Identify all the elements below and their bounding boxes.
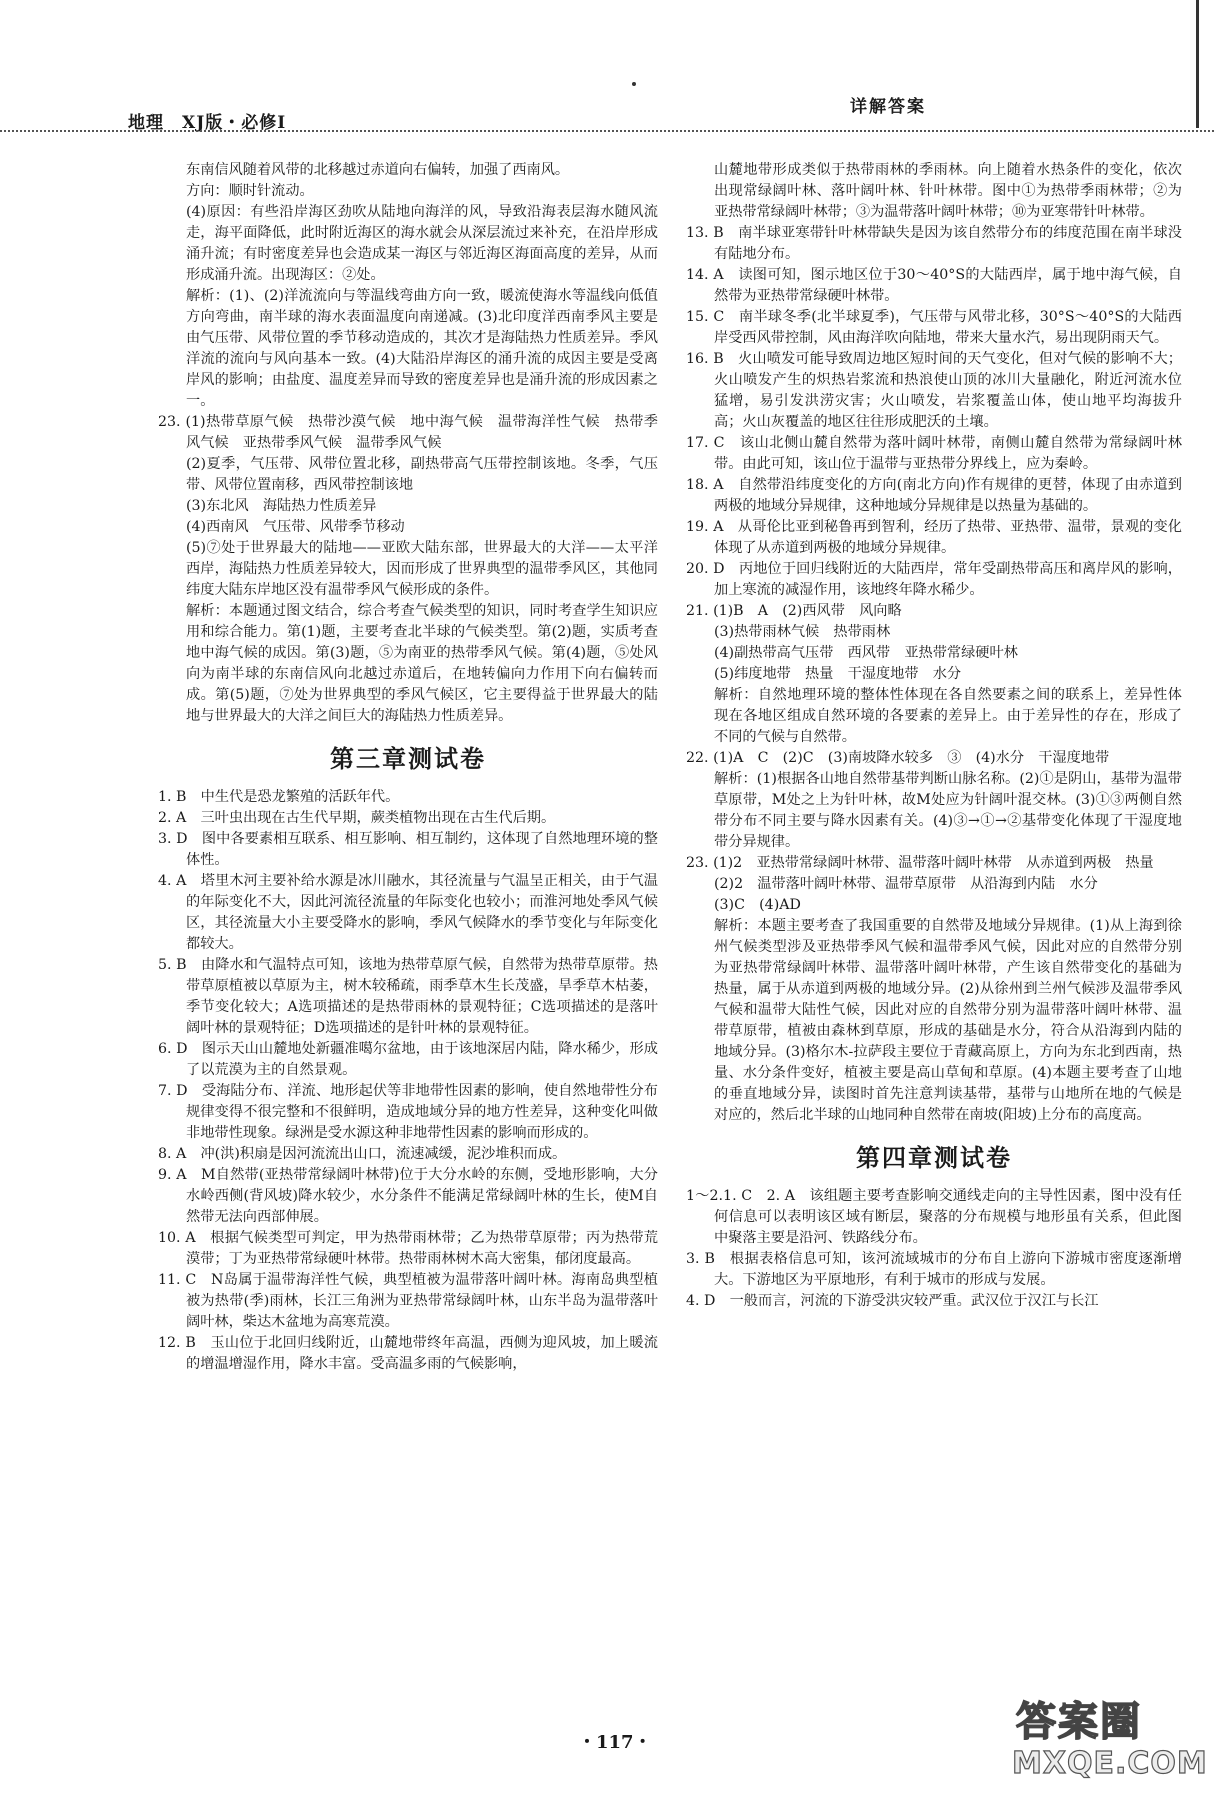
watermark-site-text: MXQE.COM [1012, 1746, 1208, 1781]
answer-item: 11. C N岛属于温带海洋性气候，典型植被为温带落叶阔叶林。海南岛典型植被为热带(季)雨林，长江三角洲为亚热带常绿阔叶林，山东半岛为温带落叶阔叶林，柴达木盆地为高寒荒漠。 [158, 1272, 658, 1330]
answer-item: 6. D 图示天山山麓地处新疆准噶尔盆地，由于该地深居内陆，降水稀少，形成了以荒漠为主的自然景观。 [158, 1041, 658, 1078]
header-edge-bar [1196, 0, 1199, 128]
answer-text: 方向：顺时针流动。 [186, 183, 314, 199]
answer-item: 3. B 根据表格信息可知，该河流域城市的分布自上游向下游城市密度逐渐增大。下游地区为平原地形，有利于城市的形成与发展。 [686, 1251, 1182, 1288]
answer-text: (4)西南风 气压带、风带季节移动 [186, 519, 405, 535]
answer-text: (4)原因：有些沿岸海区劲吹从陆地向海洋的风，导致沿海表层海水随风流走，海平面降低，此时附近海区的海水就会从深层流过来补充，在沿岸形成涌升流；有时密度差异也会造成某一海区与邻近海区海面高度的差异，从而形成涌升流。出现海区：②处。 [186, 204, 658, 283]
page-number: ・117・ [578, 1732, 652, 1753]
book-subject-label: 地理 XJ版・必修Ⅰ [128, 113, 287, 133]
right-column [686, 160, 1182, 1312]
answer-text: (5)⑦处于世界最大的陆地——亚欧大陆东部，世界最大的大洋——太平洋西岸，海陆热力性质差异较大，因而形成了世界典型的温带季风区，其他同纬度大陆东岸地区没有温带季风气候形成的条件。 [186, 540, 658, 598]
answer-text: 山麓地带形成类似于热带雨林的季雨林。向上随着水热条件的变化，依次出现常绿阔叶林、落叶阔叶林、针叶林带。图中①为热带季雨林带；②为亚热带常绿阔叶林带；③为温带落叶阔叶林带；⑩为亚寒带针叶林带。 [714, 162, 1182, 220]
answer-item: 18. A 自然带沿纬度变化的方向(南北方向)作有规律的更替，体现了由赤道到两极的地域分异规律，这种地域分异规律是以热量为基础的。 [686, 477, 1182, 514]
answer-text: (2)2 温带落叶阔叶林带、温带草原带 从沿海到内陆 水分 [714, 876, 1098, 892]
answer-item: 13. B 南半球亚寒带针叶林带缺失是因为该自然带分布的纬度范围在南半球没有陆地分布。 [686, 225, 1182, 262]
answer-item: 7. D 受海陆分布、洋流、地形起伏等非地带性因素的影响，使自然地带性分布规律变得不很完整和不很鲜明，造成地域分异的地方性差异，这种变化叫做非地带性现象。绿洲是受水源这种非地带性因素的影响而形成的。 [158, 1083, 658, 1141]
chapter-3-heading: 第三章测试卷 [330, 745, 486, 773]
answer-item: 10. A 根据气候类型可判定，甲为热带雨林带；乙为热带草原带；丙为热带荒漠带；丁为亚热带常绿硬叶林带。热带雨林树木高大密集，郁闭度最高。 [158, 1230, 658, 1267]
answer-item: 5. B 由降水和气温特点可知，该地为热带草原气候，自然带为热带草原带。热带草原植被以草原为主，树木较稀疏，雨季草木生长茂盛，旱季草木枯萎，季节变化较大；A选项描述的是热带雨林的景观特征；C选项描述的是落叶阔叶林的景观特征；D选项描述的是针叶林的景观特征。 [158, 957, 658, 1036]
answer-item: 4. D 一般而言，河流的下游受洪灾较严重。武汉位于汉江与长江 [686, 1293, 1099, 1309]
answer-item: 19. A 从哥伦比亚到秘鲁再到智利，经历了热带、亚热带、温带，景观的变化体现了从赤道到两极的地域分异规律。 [686, 519, 1182, 556]
answer-text: (2)夏季，气压带、风带位置北移，副热带高气压带控制该地。冬季，气压带、风带位置南移，西风带控制该地 [186, 456, 658, 493]
explanation-text: 解析：自然地理环境的整体性体现在各自然要素之间的联系上，差异性体现在各地区组成自然环境的各要素的差异上。由于差异性的存在，形成了不同的气候与自然带。 [714, 687, 1182, 745]
answer-item: 23. (1)热带草原气候 热带沙漠气候 地中海气候 温带海洋性气候 热带季风气候 亚热带季风气候 温带季风气候 [158, 414, 658, 451]
explanation-text: 解析：本题主要考查了我国重要的自然带及地域分异规律。(1)从上海到徐州气候类型涉及亚热带季风气候和温带季风气候，因此对应的自然带分别为亚热带常绿阔叶林带、温带落叶阔叶林带，产生该自然带变化的基础为热量，属于从赤道到两极的地域分异。(2)从徐州到兰州气候涉及温带季风气候和温带大陆性气候，因此对应的自然带分别为温带落叶阔叶林带、温带草原带，植被由森林到草原，形成的基础是水分，符合从沿海到内陆的地域分异。(3)格尔木-拉萨段主要位于青藏高原上，方向为东北到西南，热量、水分条件变好，植被主要是高山草甸和草原。(4)本题主要考查了山地的垂直地域分异，读图时首先注意判读基带，基带与山地所在地的气候是对应的，然后北半球的山地同种自然带在南坡(阳坡)上分布的高度高。 [714, 918, 1182, 1123]
answer-text: (3)东北风 海陆热力性质差异 [186, 498, 377, 514]
header-divider [0, 130, 1214, 132]
answer-item: 20. D 丙地位于回归线附近的大陆西岸，常年受副热带高压和离岸风的影响，加上寒流的减湿作用，该地终年降水稀少。 [686, 561, 1182, 598]
page-header [0, 0, 1214, 140]
answer-item: 4. A 塔里木河主要补给水源是冰川融水，其径流量与气温呈正相关，由于气温的年际变化不大，因此河流径流量的年际变化也较小；而淮河地处季风气候区，其径流量大小主要受降水的影响，季风气候降水的季节变化与年际变化都较大。 [158, 873, 658, 952]
chapter-4-heading: 第四章测试卷 [856, 1144, 1012, 1172]
explanation-text: 解析：(1)、(2)洋流流向与等温线弯曲方向一致，暖流使海水等温线向低值方向弯曲，南半球的海水表面温度向南递减。(3)北印度洋西南季风主要是由气压带、风带位置的季节移动造成的，其次才是海陆热力性质差异。季风洋流的流向与风向基本一致。(4)大陆沿岸海区的涌升流的成因主要是受离岸风的影响；由盐度、温度差异而导致的密度差异也是涌升流的形成因素之一。 [186, 288, 658, 409]
left-column [158, 160, 658, 1375]
answer-text: 东南信风随着风带的北移越过赤道向右偏转，加强了西南风。 [186, 162, 570, 178]
answer-item: 12. B 玉山位于北回归线附近，山麓地带终年高温，西侧为迎风坡，加上暖流的增温增湿作用，降水丰富。受高温多雨的气候影响， [158, 1335, 658, 1372]
explanation-text: 解析：(1)根据各山地自然带基带判断山脉名称。(2)①是阴山，基带为温带草原带，M处之上为针叶林，故M处应为针阔叶混交林。(3)①③两侧自然带分布不同主要与降水因素有关。(4)③→①→②基带变化体现了干湿度地带分异规律。 [714, 771, 1182, 850]
answer-item: 17. C 该山北侧山麓自然带为落叶阔叶林带，南侧山麓自然带为常绿阔叶林带。由此可知，该山位于温带与亚热带分界线上，应为秦岭。 [686, 435, 1182, 472]
section-label: 详解答案 [850, 97, 926, 117]
answer-item: 1～2.1. C 2. A 该组题主要考查影响交通线走向的主导性因素，图中没有任何信息可以表明该区域有断层，聚落的分布规模与地形虽有关系，但此图中聚落主要是沿河、铁路线分布。 [686, 1188, 1182, 1246]
explanation-text: 解析：本题通过图文结合，综合考查气候类型的知识，同时考查学生知识应用和综合能力。第(1)题，主要考查北半球的气候类型。第(2)题，实质考查地中海气候的成因。第(3)题，⑤为南亚的热带季风气候。第(4)题，⑤处风向为南半球的东南信风向北越过赤道后，在地转偏向力作用下向右偏转而成。第(5)题，⑦处为世界典型的季风气候区，它主要得益于世界最大的陆地与世界最大的大洋之间巨大的海陆热力性质差异。 [186, 603, 658, 724]
answer-item: 16. B 火山喷发可能导致周边地区短时间的天气变化，但对气候的影响不大；火山喷发产生的炽热岩浆流和热浪使山顶的冰川大量融化，附近河流水位猛增，易引发洪涝灾害；火山喷发，岩浆覆盖山体，使山地平均海拔升高；火山灰覆盖的地区往往形成肥沃的土壤。 [686, 351, 1182, 430]
answer-text: (5)纬度地带 热量 干湿度地带 水分 [714, 666, 962, 682]
answer-item: 21. (1)B A (2)西风带 风向略 [686, 603, 902, 619]
watermark-logo-text: 答案圈 [1016, 1699, 1142, 1745]
answer-text: (4)副热带高气压带 西风带 亚热带常绿硬叶林 [714, 645, 1018, 661]
answer-item: 22. (1)A C (2)C (3)南坡降水较多 ③ (4)水分 干湿度地带 [686, 750, 1110, 766]
answer-text: (3)热带雨林气候 热带雨林 [714, 624, 891, 640]
answer-item: 23. (1)2 亚热带常绿阔叶林带、温带落叶阔叶林带 从赤道到两极 热量 [686, 855, 1154, 871]
answer-item: 14. A 读图可知，图示地区位于30～40°S的大陆西岸，属于地中海气候，自然带为亚热带常绿硬叶林带。 [686, 267, 1182, 304]
watermark-logo [1010, 1690, 1208, 1790]
answer-item: 2. A 三叶虫出现在古生代早期，蕨类植物出现在古生代后期。 [158, 810, 556, 826]
answer-item: 8. A 冲(洪)积扇是因河流流出山口，流速减缓，泥沙堆积而成。 [158, 1146, 567, 1162]
answer-text: (3)C (4)AD [714, 897, 801, 913]
answer-item: 9. A M自然带(亚热带常绿阔叶林带)位于大分水岭的东侧，受地形影响，大分水岭西侧(背风坡)降水较少，水分条件不能满足常绿阔叶林的生长，使M自然带无法向西部伸展。 [158, 1167, 658, 1225]
print-dot [632, 82, 636, 86]
answer-item: 3. D 图中各要素相互联系、相互影响、相互制约，这体现了自然地理环境的整体性。 [158, 831, 658, 868]
answer-item: 1. B 中生代是恐龙繁殖的活跃年代。 [158, 789, 400, 805]
answer-item: 15. C 南半球冬季(北半球夏季)，气压带与风带北移，30°S～40°S的大陆西岸受西风带控制，风由海洋吹向陆地，带来大量水汽，易出现阴雨天气。 [686, 309, 1182, 346]
